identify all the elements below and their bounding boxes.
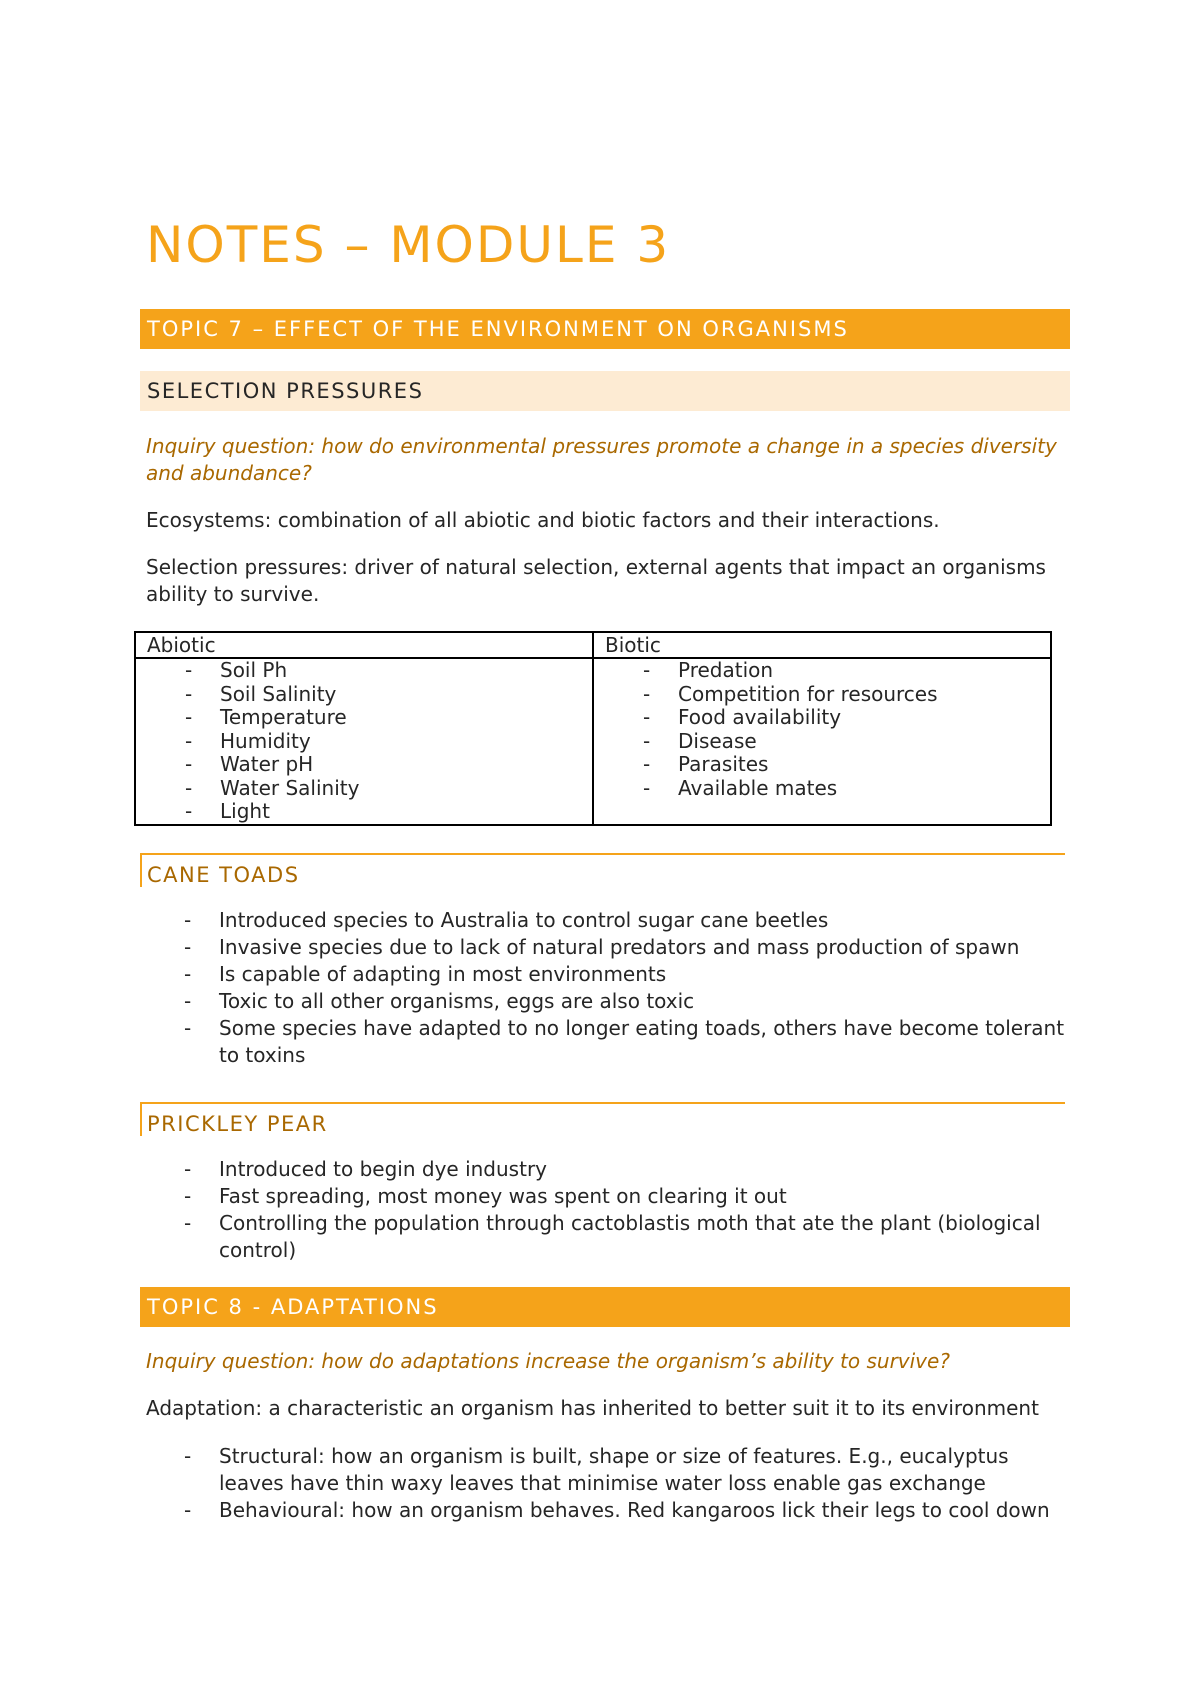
list-item: - Invasive species due to lack of natural predators and mass production of spawn (146, 934, 1071, 961)
list-item: - Soil Ph (147, 659, 592, 683)
list-item: - Temperature (147, 706, 592, 730)
list-item: - Competition for resources (605, 683, 1050, 707)
list-item: - Soil Salinity (147, 683, 592, 707)
topic-7-heading: TOPIC 7 – EFFECT OF THE ENVIRONMENT ON ORGANISMS (140, 309, 1070, 349)
list-item: - Disease (605, 730, 1050, 754)
prickley-pear-list (146, 1156, 1071, 1264)
list-item: - Toxic to all other organisms, eggs are also toxic (146, 988, 1071, 1015)
list-item: - Controlling the population through cactoblastis moth that ate the plant (biological control) (146, 1210, 1071, 1264)
list-item: - Humidity (147, 730, 592, 754)
topic-8-heading: TOPIC 8 - ADAPTATIONS (140, 1287, 1070, 1327)
biotic-list (605, 659, 1050, 800)
list-item: - Light (147, 800, 592, 824)
adaptation-definition: Adaptation: a characteristic an organism has inherited to better suit it to its environment (146, 1396, 1039, 1420)
table-header-abiotic: Abiotic (135, 632, 593, 658)
abiotic-list (147, 659, 592, 824)
cane-toads-heading: CANE TOADS (140, 853, 1065, 887)
list-item: - Introduced species to Australia to control sugar cane beetles (146, 907, 1071, 934)
list-item: - Parasites (605, 753, 1050, 777)
list-item: - Behavioural: how an organism behaves. Red kangaroos lick their legs to cool down (146, 1497, 1071, 1524)
list-item: - Water pH (147, 753, 592, 777)
list-item: - Some species have adapted to no longer eating toads, others have become tolerant to toxins (146, 1015, 1071, 1069)
topic-8-inquiry-question: Inquiry question: how do adaptations increase the organism’s ability to survive? (146, 1349, 950, 1373)
list-item: - Introduced to begin dye industry (146, 1156, 1071, 1183)
selection-pressures-heading: SELECTION PRESSURES (140, 371, 1070, 411)
list-item: - Food availability (605, 706, 1050, 730)
topic-7-inquiry-question: Inquiry question: how do environmental pressures promote a change in a species diversity and abundance? (146, 434, 1057, 485)
page-title: NOTES – MODULE 3 (146, 216, 671, 274)
ecosystems-definition: Ecosystems: combination of all abiotic and biotic factors and their interactions. (146, 508, 940, 532)
selection-pressures-definition: Selection pressures: driver of natural selection, external agents that impact an organisms ability to survive. (146, 555, 1046, 606)
list-item: - Predation (605, 659, 1050, 683)
list-item: - Is capable of adapting in most environments (146, 961, 1071, 988)
abiotic-cell (135, 658, 593, 825)
prickley-pear-heading: PRICKLEY PEAR (140, 1102, 1065, 1136)
list-item: - Fast spreading, most money was spent on clearing it out (146, 1183, 1071, 1210)
list-item: - Available mates (605, 777, 1050, 801)
table-header-biotic: Biotic (593, 632, 1051, 658)
list-item: - Water Salinity (147, 777, 592, 801)
cane-toads-list (146, 907, 1071, 1069)
biotic-cell (593, 658, 1051, 825)
abiotic-biotic-table (134, 631, 1052, 826)
list-item: - Structural: how an organism is built, shape or size of features. E.g., eucalyptus leaves have thin waxy leaves that minimise water loss enable gas exchange (146, 1443, 1071, 1497)
adaptation-types-list (146, 1443, 1071, 1524)
